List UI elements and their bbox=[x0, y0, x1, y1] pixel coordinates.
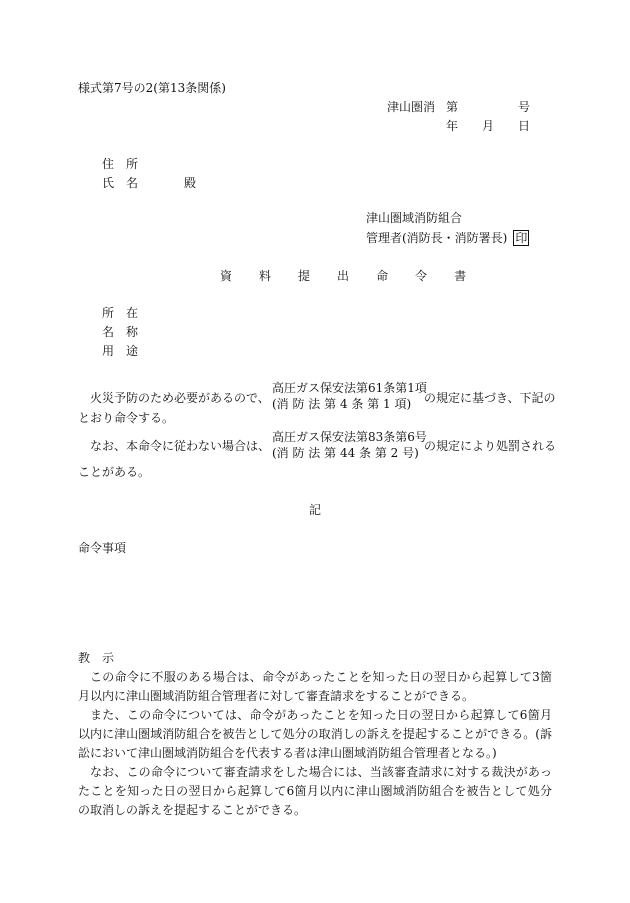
date-year: 年 bbox=[446, 119, 459, 133]
document-title bbox=[220, 268, 466, 284]
penalty-tail: の規定により処罰される bbox=[424, 439, 557, 453]
penalty-law-primary: 高圧ガス保安法第83条第6号 bbox=[272, 430, 427, 444]
target-name-label: 名 称 bbox=[102, 325, 139, 339]
title-char: 令 bbox=[415, 269, 428, 283]
title-char: 書 bbox=[454, 269, 467, 283]
order-law-primary: 高圧ガス保安法第61条第1項 bbox=[272, 381, 427, 395]
seal-mark: 印 bbox=[515, 231, 528, 245]
penalty-continuation: ことがある。 bbox=[78, 465, 151, 479]
order-law-secondary: (消 防 法 第 4 条 第 1 項) bbox=[272, 397, 412, 411]
instruction-paragraph-3: なお、この命令について審査請求をした場合には、当該審査請求に対する裁決があったことを知った日の翌日から起算して6箇月以内に津山圏域消防組合を被告として処分の取消しの訴えを提起することができる。 bbox=[78, 765, 552, 817]
title-char: 料 bbox=[259, 269, 272, 283]
ki-heading: 記 bbox=[309, 503, 322, 517]
instruction-paragraph-2: また、この命令については、命令があったことを知った日の翌日から起算して6箇月以内に津山圏域消防組合を被告として処分の取消しの訴えを提起することができる。(訴訟において津山圏域消防組合を代表する者は津山圏域消防組合管理者となる。) bbox=[78, 708, 552, 760]
order-tail: の規定に基づき、下記の bbox=[424, 391, 556, 405]
form-number: 様式第7号の2(第13条関係) bbox=[78, 81, 226, 95]
title-char: 提 bbox=[298, 269, 311, 283]
instruction-label: 教 示 bbox=[78, 651, 115, 665]
title-char: 出 bbox=[337, 269, 350, 283]
penalty-law-secondary: (消 防 法 第 44 条 第 2 号) bbox=[272, 446, 419, 460]
penalty-lead: なお、本命令に従わない場合は、 bbox=[90, 439, 271, 453]
date-month: 月 bbox=[482, 119, 495, 133]
addressee-name-label: 氏 名 bbox=[102, 176, 139, 190]
order-items-label: 命令事項 bbox=[78, 541, 127, 555]
order-continuation: とおり命令する。 bbox=[78, 411, 175, 425]
issuer-org: 津山圏域消防組合 bbox=[366, 211, 463, 225]
instruction-paragraph-1: この命令に不服のある場合は、命令があったことを知った日の翌日から起算して3箇月以内に津山圏域消防組合管理者に対して審査請求をすることができる。 bbox=[78, 670, 552, 703]
issuer-title-text: 管理者(消防長・消防署長) bbox=[366, 231, 508, 245]
target-use-label: 用 途 bbox=[102, 344, 139, 358]
title-char: 命 bbox=[376, 269, 389, 283]
order-lead: 火災予防のため必要があるので、 bbox=[90, 391, 270, 405]
date-day: 日 bbox=[518, 119, 531, 133]
honorific: 殿 bbox=[184, 176, 197, 190]
office-code: 津山圏消 bbox=[387, 100, 436, 114]
issuer-title bbox=[366, 230, 529, 246]
number-prefix: 第 bbox=[446, 100, 459, 114]
title-char: 資 bbox=[220, 269, 233, 283]
target-location-label: 所 在 bbox=[102, 306, 139, 320]
number-suffix: 号 bbox=[518, 100, 531, 114]
addressee-address-label: 住 所 bbox=[102, 157, 139, 171]
